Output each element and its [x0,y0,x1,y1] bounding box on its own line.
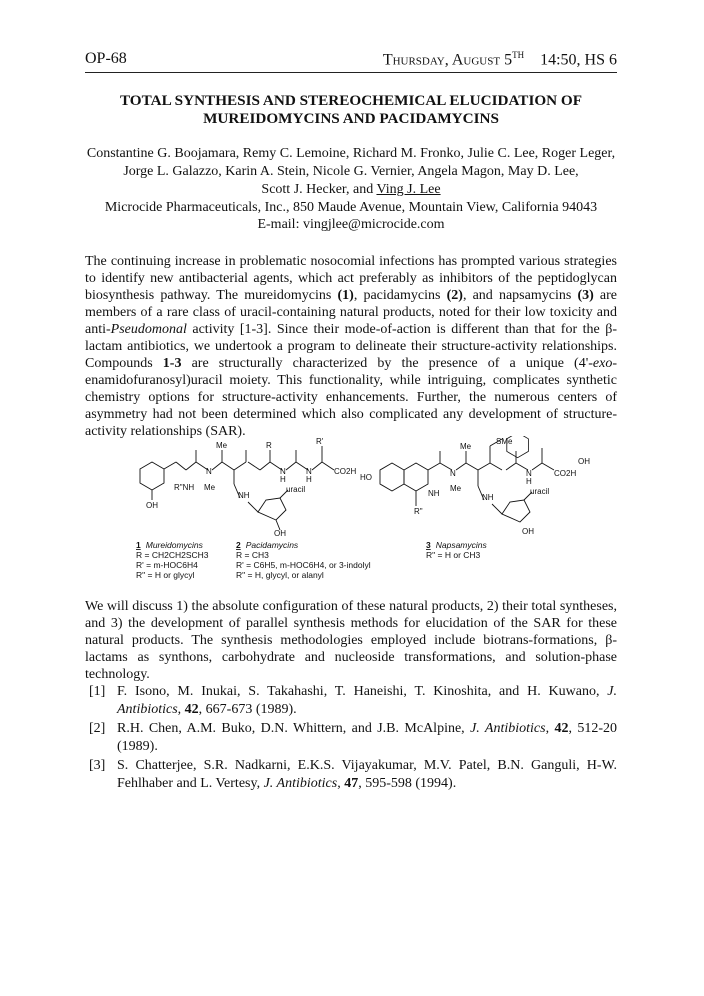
p1-compound-2: (2) [446,288,463,303]
uracil-label-3: uracil [530,487,550,496]
isoquinoline-saturated-ring [404,463,428,491]
chemical-structures-figure [130,436,610,591]
legend-2-r: R = CH3 [236,550,269,560]
h-label-3: H [306,475,312,484]
n-label-3b: N [526,469,532,478]
authors-line-2: Jorge L. Galazzo, Karin A. Stein, Nicole G. Vernier, Angela Magon, May D. Lee, [123,164,579,179]
reference-item [85,683,617,718]
chain-bond-5 [222,462,234,470]
furanose-ring-1 [258,498,286,520]
presenting-author: Ving J. Lee [376,182,441,197]
p1-text-g: -enamidofuranosyl)uracil moiety. This functionality, while intriguing, complicates synthetic chemistry options for structure-activity enhancements. Further, the numerous centers of asymmetry had not been determined which also complicated any development of structure-activity relationships (SAR). [85,356,617,439]
structure-1-2-labels [146,437,356,538]
p1-text-d: are members of a rare class of uracil-containing natural products, noted for their low toxicity and anti- [85,288,618,337]
session-day: Thursday, August 5 [382,51,513,69]
paper-title [85,92,617,128]
reference-pages: , 595-598 (1994). [358,775,457,791]
reference-item [85,720,617,755]
r-label: R [266,441,272,450]
h-label-3b: H [526,477,532,486]
p1-compounds-1-3: 1-3 [162,356,182,371]
me-label-2: Me [204,483,216,492]
oh-label-sugar-3: OH [522,527,534,536]
phenol-ring-left [140,462,164,490]
authors-line-1: Constantine G. Boojamara, Remy C. Lemoine, Richard M. Fronko, Julie C. Lee, Roger Leger, [86,146,616,161]
chain-bond-10 [286,462,296,470]
p1-text-c: , and napsamycins [462,288,578,303]
title-line-1: TOTAL SYNTHESIS AND STEREOCHEMICAL ELUCIDATION OF [119,92,583,109]
chain3-bond-4 [466,463,478,470]
compound-legends [136,540,488,580]
oh-label-left: OH [146,501,158,510]
p1-text-a: The continuing increase in problematic nosocomial infections has prompted various strategies to identify new antibacterial agents, which act preferably as inhibitors of the peptidoglycan biosynthesis pathway. The mureidomycins [85,254,617,303]
reference-sep: , [337,775,345,791]
header-rule [85,72,617,73]
discussion-paragraph: We will discuss 1) the absolute configuration of these natural products, 2) their total syntheses, and 3) the development of parallel synthesis methods for elucidation of the SAR for these natural products. The synthesis methodologies employed include biotrans-formations, β-lactams as synthons, carbohydrate and nucleoside transformations, and solution-phase technology. [85,599,617,682]
reference-number: [2] [89,721,106,736]
benzyl-bond [164,462,176,469]
chain3-bond-7 [506,463,516,470]
legend-1-r: R = CH2CH2SCH3 [136,550,209,560]
n-label-3a: N [450,469,456,478]
n-label-3: N [306,467,312,476]
oh-label-3-phenol: OH [578,457,590,466]
chain-bond-6 [234,462,246,470]
me-label-1: Me [216,441,228,450]
reference-volume: 42 [184,701,199,717]
legend-2-rdouble: R" = H, glycyl, or alanyl [236,570,324,580]
enamide-bond [248,502,258,512]
ho-label-3: HO [360,473,372,482]
n-label-1: N [206,467,212,476]
abstract-code: OP-68 [85,50,127,67]
chain3-bond-5 [478,463,490,470]
legend-3-rdouble: R" = H or CH3 [426,550,481,560]
reference-sep: , [177,701,185,717]
nh-label-3a: NH [428,489,440,498]
co2h-bond [322,462,334,470]
session-time: 14:50, HS 6 [540,51,617,69]
legend-1 [136,540,204,550]
reference-authors: R.H. Chen, A.M. Buko, D.N. Whittern, and J.B. McAlpine, [117,721,471,736]
furanose-ring-3 [502,500,530,522]
reference-journal: J. Antibiotics [263,775,338,791]
p1-compound-3: (3) [577,288,594,303]
me-label-3a: Me [460,442,472,451]
co2h3-bond [542,463,554,470]
co2h-label-1: CO2H [334,467,357,476]
author-list [85,145,617,199]
chain3-bond-9 [532,463,542,470]
reference-authors: S. Chatterjee, S.R. Nadkarni, E.K.S. Vijayakumar, M.V. Patel, B.N. Ganguli, H-W. Fehlhaber and L. Vertesy, [117,758,617,791]
n-label-2: N [280,467,286,476]
legend-1-rprime: R' = m-HOC6H4 [136,560,198,570]
p1-text-b: , pacidamycins [353,288,447,303]
rppnh-label: R"NH [174,483,195,492]
reference-list [85,683,617,794]
isoquinoline-aromatic-ring [380,463,404,491]
nh-label-1: NH [238,491,250,500]
reference-number: [3] [89,758,106,773]
co2h-label-3: CO2H [554,469,577,478]
sme-label: SMe [496,437,513,446]
chain3-bond-1 [428,463,440,470]
affiliation-address: Microcide Pharmaceuticals, Inc., 850 Maude Avenue, Mountain View, California 94043 [104,200,598,215]
p1-compound-1: (1) [337,288,354,303]
reference-journal: J. Antibiotics [470,721,546,736]
nh-label-3b: NH [482,493,494,502]
p1-pseudomonal: Pseudomonal [110,322,187,337]
rprime-label: R' [316,437,324,446]
reference-pages: , 667-673 (1989). [198,701,297,717]
reference-authors: F. Isono, M. Inukai, S. Takahashi, T. Haneishi, T. Kinoshita, and H. Kuwano, [117,684,608,699]
reference-volume: 42 [554,721,569,736]
affiliation [85,199,617,233]
chain-bond-1 [176,462,186,470]
legend-1-name: Mureidomycins [145,540,203,550]
p1-exo: exo [592,356,613,371]
reference-number: [1] [89,684,106,699]
reference-item [85,757,617,792]
chain3-bond-6 [490,463,502,470]
enamide3-bond [492,504,502,514]
chain-bond-7 [248,462,260,470]
legend-3-name: Napsamycins [435,540,487,550]
h-label-2: H [280,475,286,484]
reference-volume: 47 [344,775,359,791]
page-header [85,50,617,70]
reference-sep: , [545,721,555,736]
intro-paragraph [85,253,617,440]
reference-journal: J. Antibiotics [117,684,617,717]
chain3-bond-3 [456,463,466,470]
session-info [383,50,617,69]
structure-3-labels [360,437,590,536]
legend-2-name: Pacidamycins [245,540,299,550]
legend-1-rdouble: R" = H or glycyl [136,570,195,580]
rpp-label-3: R" [414,507,423,516]
authors-line-3-text: Scott J. Hecker, and [261,182,377,197]
legend-1-number: 1 [136,540,141,550]
authors-line-3 [85,181,617,199]
legend-3-number: 3 [426,540,431,550]
reference-pages: , 512-20 (1989). [117,721,618,754]
contact-email: E-mail: vingjlee@microcide.com [257,217,445,232]
oh-label-sugar-1: OH [274,529,286,538]
legend-3 [426,540,488,550]
session-day-suffix: TH [512,50,525,60]
legend-2 [236,540,299,550]
legend-2-number: 2 [236,540,241,550]
chain-bond-4 [212,462,222,470]
p1-text-f: are structurally characterized by the presence of a unique (4'- [181,356,593,371]
p1-text-e: activity [1-3]. Since their mode-of-action is different than that for the β-lactam antibiotics, we undertook a program to delineate their structure-activity relationships. Compounds [85,322,617,371]
chain-bond-12 [312,462,322,470]
chain-bond-2 [186,462,196,470]
uracil-label-1: uracil [286,485,306,494]
legend-2-rprime: R' = C6H5, m-HOC6H4, or 3-indolyl [236,560,371,570]
chain-bond-8 [260,462,270,470]
me-label-3b: Me [450,484,462,493]
title-line-2: MUREIDOMYCINS AND PACIDAMYCINS [203,110,499,127]
